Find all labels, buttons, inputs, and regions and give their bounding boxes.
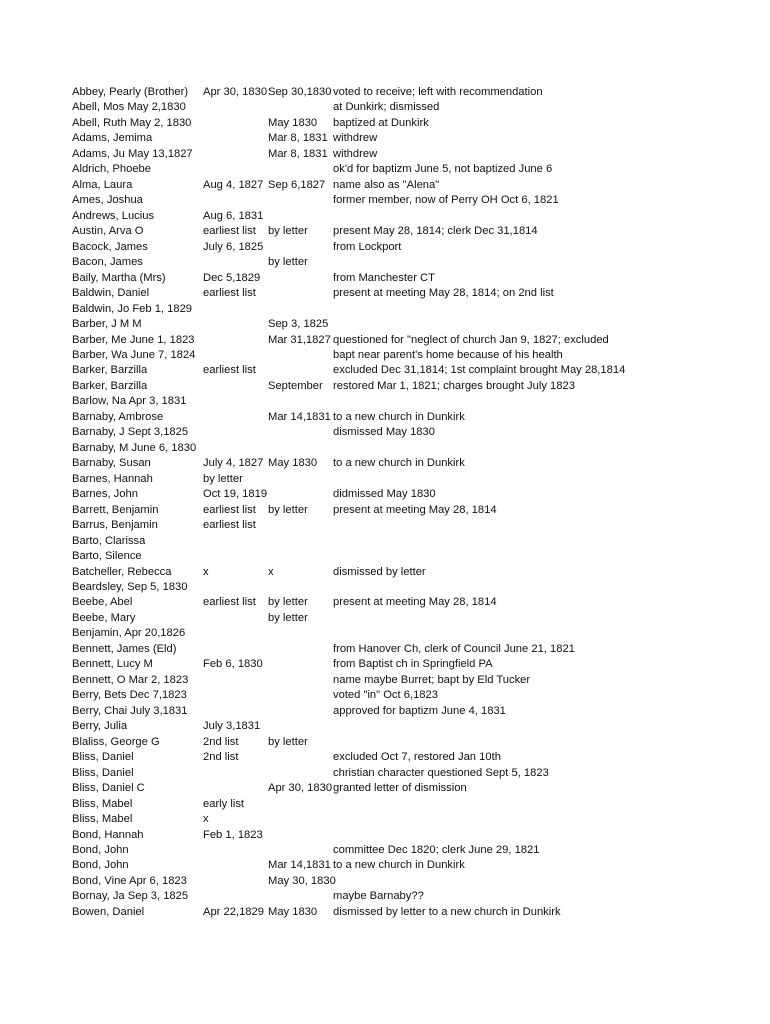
- name-cell: Barrett, Benjamin: [72, 503, 159, 516]
- name-cell: Adams, Ju May 13,1827: [72, 147, 193, 160]
- note-cell: to a new church in Dunkirk: [333, 457, 465, 470]
- table-row: [0, 858, 770, 873]
- note-cell: present at meeting May 28, 1814; on 2nd list: [333, 287, 554, 300]
- table-row: [0, 889, 770, 904]
- name-cell: Barnes, Hannah: [72, 472, 153, 485]
- date-cell: Dec 5,1829: [203, 271, 261, 284]
- name-cell: Barker, Barzilla: [72, 364, 148, 377]
- table-row: [0, 781, 770, 796]
- table-row: [0, 441, 770, 456]
- date-cell: earliest list: [203, 503, 256, 516]
- table-row: [0, 611, 770, 626]
- date-cell: Feb 6, 1830: [203, 658, 263, 671]
- name-cell: Bennett, James (Eld): [72, 642, 177, 655]
- table-row: [0, 750, 770, 765]
- name-cell: Bacock, James: [72, 240, 148, 253]
- date2-cell: Mar 8, 1831: [268, 147, 328, 160]
- date2-cell: Mar 31,1827: [268, 333, 331, 346]
- note-cell: to a new church in Dunkirk: [333, 859, 465, 872]
- note-cell: committee Dec 1820; clerk June 29, 1821: [333, 843, 540, 856]
- table-row: [0, 379, 770, 394]
- note-cell: name also as "Alena": [333, 178, 440, 191]
- name-cell: Beardsley, Sep 5, 1830: [72, 581, 188, 593]
- table-row: [0, 735, 770, 750]
- note-cell: maybe Barnaby??: [333, 890, 424, 903]
- name-cell: Berry, Chai July 3,1831: [72, 704, 188, 717]
- name-cell: Batcheller, Rebecca: [72, 565, 172, 578]
- note-cell: from Manchester CT: [333, 271, 435, 284]
- name-cell: Barnes, John: [72, 488, 138, 501]
- table-row: [0, 333, 770, 348]
- table-row: [0, 673, 770, 688]
- note-cell: ok'd for baptizm June 5, not baptized June 6: [333, 163, 553, 176]
- note-cell: didmissed May 1830: [333, 488, 436, 501]
- name-cell: Baily, Martha (Mrs): [72, 271, 166, 284]
- date2-cell: May 1830: [268, 457, 318, 470]
- date-cell: July 6, 1825: [203, 240, 264, 253]
- note-cell: withdrew: [333, 132, 378, 145]
- date2-cell: by letter: [268, 503, 308, 516]
- name-cell: Barnaby, M June 6, 1830: [72, 441, 197, 454]
- date-cell: x: [203, 813, 209, 826]
- table-row: [0, 456, 770, 471]
- date-cell: earliest list: [203, 287, 256, 300]
- name-cell: Baldwin, Jo Feb 1, 1829: [72, 302, 193, 315]
- table-row: [0, 626, 770, 641]
- note-cell: present at meeting May 28, 1814: [333, 503, 497, 516]
- table-row: [0, 580, 770, 595]
- note-cell: name maybe Burret; bapt by Eld Tucker: [333, 673, 531, 686]
- date2-cell: Mar 8, 1831: [268, 132, 328, 145]
- table-row: [0, 147, 770, 162]
- date2-cell: x: [268, 565, 274, 578]
- name-cell: Bliss, Mabel: [72, 813, 133, 826]
- name-cell: Barber, Me June 1, 1823: [72, 333, 195, 346]
- table-row: [0, 719, 770, 734]
- table-row: [0, 317, 770, 332]
- table-row: [0, 549, 770, 564]
- date2-cell: May 1830: [268, 116, 318, 129]
- name-cell: Bacon, James: [72, 256, 143, 269]
- date2-cell: Sep 6,1827: [268, 178, 326, 191]
- table-row: [0, 688, 770, 703]
- date-cell: 2nd list: [203, 735, 239, 748]
- date-cell: Feb 1, 1823: [203, 828, 263, 841]
- name-cell: Barnaby, Susan: [72, 457, 151, 470]
- table-row: [0, 874, 770, 889]
- name-cell: Bliss, Mabel: [72, 797, 133, 810]
- name-cell: Andrews, Lucius: [72, 209, 155, 222]
- note-cell: from Baptist ch in Springfield PA: [333, 658, 493, 671]
- date-cell: earliest list: [203, 364, 256, 377]
- date2-cell: by letter: [268, 735, 308, 748]
- name-cell: Bond, John: [72, 859, 129, 872]
- note-cell: restored Mar 1, 1821; charges brought July 1823: [333, 379, 575, 392]
- date-cell: July 4, 1827: [203, 457, 264, 470]
- name-cell: Barrus, Benjamin: [72, 519, 158, 532]
- name-cell: Blaliss, George G: [72, 735, 160, 748]
- date-cell: 2nd list: [203, 751, 239, 764]
- name-cell: Bliss, Daniel: [72, 751, 134, 764]
- table-row: [0, 425, 770, 440]
- date2-cell: by letter: [268, 596, 308, 609]
- note-cell: voted "in" Oct 6,1823: [333, 689, 438, 702]
- date-cell: Aug 4, 1827: [203, 178, 264, 191]
- date2-cell: by letter: [268, 256, 308, 269]
- note-cell: voted to receive; left with recommendation: [333, 86, 543, 98]
- note-cell: from Hanover Ch, clerk of Council June 21, 1821: [333, 642, 575, 655]
- name-cell: Adams, Jemima: [72, 132, 153, 145]
- date2-cell: Sep 30,1830: [268, 86, 332, 98]
- table-row: [0, 348, 770, 363]
- name-cell: Alma, Laura: [72, 178, 133, 191]
- note-cell: excluded Oct 7, restored Jan 10th: [333, 751, 501, 764]
- date-cell: earliest list: [203, 596, 256, 609]
- name-cell: Barto, Clarissa: [72, 534, 146, 547]
- note-cell: questioned for "neglect of church Jan 9, 1827; excluded: [333, 333, 609, 346]
- table-row: [0, 209, 770, 224]
- table-row: [0, 518, 770, 533]
- note-cell: present May 28, 1814; clerk Dec 31,1814: [333, 225, 538, 238]
- name-cell: Baldwin, Daniel: [72, 287, 150, 300]
- date2-cell: by letter: [268, 225, 308, 238]
- table-row: [0, 534, 770, 549]
- spreadsheet-page: [0, 85, 770, 920]
- date-cell: by letter: [203, 472, 243, 485]
- date2-cell: September: [268, 379, 323, 392]
- name-cell: Bond, Vine Apr 6, 1823: [72, 874, 187, 887]
- name-cell: Barto, Silence: [72, 550, 142, 563]
- name-cell: Berry, Bets Dec 7,1823: [72, 689, 187, 702]
- name-cell: Barber, J M M: [72, 318, 142, 331]
- name-cell: Bornay, Ja Sep 3, 1825: [72, 890, 189, 903]
- table-row: [0, 657, 770, 672]
- table-row: [0, 193, 770, 208]
- date-cell: Apr 30, 1830: [203, 86, 268, 98]
- date-cell: Apr 22,1829: [203, 905, 264, 918]
- note-cell: at Dunkirk; dismissed: [333, 101, 440, 114]
- table-row: [0, 394, 770, 409]
- name-cell: Barnaby, Ambrose: [72, 410, 164, 423]
- name-cell: Bennett, O Mar 2, 1823: [72, 673, 189, 686]
- name-cell: Ames, Joshua: [72, 194, 143, 207]
- table-row: [0, 286, 770, 301]
- note-cell: baptized at Dunkirk: [333, 116, 429, 129]
- note-cell: dismissed by letter to a new church in Dunkirk: [333, 905, 561, 918]
- table-row: [0, 704, 770, 719]
- note-cell: bapt near parent's home because of his health: [333, 348, 563, 361]
- date-cell: earliest list: [203, 225, 256, 238]
- date-cell: Oct 19, 1819: [203, 488, 268, 501]
- table-row: [0, 271, 770, 286]
- note-cell: christian character questioned Sept 5, 1823: [333, 766, 549, 779]
- date2-cell: Apr 30, 1830: [268, 782, 333, 795]
- note-cell: present at meeting May 28, 1814: [333, 596, 497, 609]
- name-cell: Bond, John: [72, 843, 129, 856]
- note-cell: to a new church in Dunkirk: [333, 410, 465, 423]
- name-cell: Bond, Hannah: [72, 828, 144, 841]
- table-row: [0, 797, 770, 812]
- date-cell: early list: [203, 797, 245, 810]
- table-row: [0, 812, 770, 827]
- date2-cell: Mar 14,1831: [268, 410, 331, 423]
- date-cell: x: [203, 565, 209, 578]
- table-row: [0, 240, 770, 255]
- name-cell: Barnaby, J Sept 3,1825: [72, 426, 189, 439]
- date2-cell: Sep 3, 1825: [268, 318, 329, 331]
- table-row: [0, 828, 770, 843]
- date2-cell: by letter: [268, 611, 308, 624]
- name-cell: Beebe, Mary: [72, 611, 136, 624]
- table-row: [0, 255, 770, 270]
- table-row: [0, 302, 770, 317]
- table-row: [0, 363, 770, 378]
- note-cell: withdrew: [333, 147, 378, 160]
- name-cell: Austin, Arva O: [72, 225, 144, 238]
- table-row: [0, 565, 770, 580]
- table-row: [0, 410, 770, 425]
- note-cell: from Lockport: [333, 240, 402, 253]
- table-row: [0, 178, 770, 193]
- table-row: [0, 503, 770, 518]
- table-row: [0, 595, 770, 610]
- table-row: [0, 472, 770, 487]
- name-cell: Barlow, Na Apr 3, 1831: [72, 395, 187, 408]
- note-cell: granted letter of dismission: [333, 782, 467, 795]
- date2-cell: May 30, 1830: [268, 874, 336, 887]
- name-cell: Bennett, Lucy M: [72, 658, 153, 671]
- note-cell: former member, now of Perry OH Oct 6, 1821: [333, 194, 559, 207]
- name-cell: Aldrich, Phoebe: [72, 163, 151, 176]
- note-cell: excluded Dec 31,1814; 1st complaint brought May 28,1814: [333, 364, 626, 377]
- note-cell: dismissed May 1830: [333, 426, 435, 439]
- note-cell: dismissed by letter: [333, 565, 426, 578]
- table-row: [0, 843, 770, 858]
- date2-cell: Mar 14,1831: [268, 859, 331, 872]
- table-row: [0, 85, 770, 100]
- table-row: [0, 100, 770, 115]
- name-cell: Beebe, Abel: [72, 596, 133, 609]
- date2-cell: May 1830: [268, 905, 318, 918]
- name-cell: Barber, Wa June 7, 1824: [72, 348, 196, 361]
- table-row: [0, 162, 770, 177]
- date-cell: earliest list: [203, 519, 256, 532]
- table-row: [0, 131, 770, 146]
- table-row: [0, 905, 770, 920]
- name-cell: Abell, Mos May 2,1830: [72, 101, 186, 114]
- name-cell: Bliss, Daniel: [72, 766, 134, 779]
- name-cell: Berry, Julia: [72, 720, 128, 733]
- name-cell: Bowen, Daniel: [72, 905, 145, 918]
- name-cell: Barker, Barzilla: [72, 379, 148, 392]
- table-row: [0, 224, 770, 239]
- date-cell: July 3,1831: [203, 720, 261, 733]
- table-row: [0, 766, 770, 781]
- note-cell: approved for baptizm June 4, 1831: [333, 704, 506, 717]
- table-row: [0, 116, 770, 131]
- table-row: [0, 642, 770, 657]
- table-row: [0, 487, 770, 502]
- name-cell: Bliss, Daniel C: [72, 782, 145, 795]
- name-cell: Abell, Ruth May 2, 1830: [72, 116, 192, 129]
- name-cell: Abbey, Pearly (Brother): [72, 86, 189, 98]
- date-cell: Aug 6, 1831: [203, 209, 264, 222]
- name-cell: Benjamin, Apr 20,1826: [72, 627, 186, 640]
